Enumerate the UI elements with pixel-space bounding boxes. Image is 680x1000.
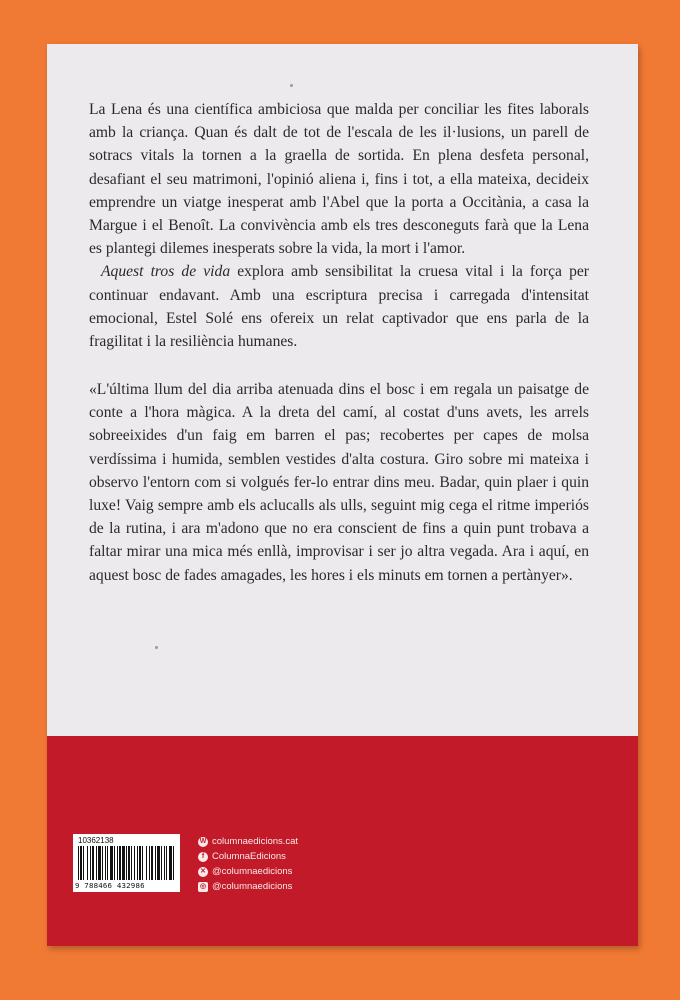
- barcode-bar: [173, 846, 174, 880]
- blurb-paragraph-2: [89, 260, 589, 353]
- social-link-facebook[interactable]: [198, 849, 298, 864]
- book-back-cover: [47, 44, 638, 946]
- social-links: [198, 834, 298, 894]
- barcode-bar: [83, 846, 84, 880]
- social-link-x[interactable]: [198, 864, 298, 879]
- barcode-bar: [80, 846, 82, 880]
- social-link-label: @columnaedicions: [212, 881, 293, 892]
- barcode-bar: [117, 846, 118, 880]
- barcode-bar: [96, 846, 97, 880]
- barcode-bar: [110, 846, 113, 880]
- barcode-bar: [169, 846, 172, 880]
- barcode-bar: [131, 846, 132, 880]
- text-panel: [47, 44, 638, 736]
- barcode-bar: [114, 846, 115, 880]
- instagram-icon: ◎: [199, 882, 207, 890]
- blurb: [89, 98, 589, 353]
- decorative-dot: [155, 646, 158, 649]
- social-link-instagram[interactable]: [198, 879, 298, 894]
- blurb-paragraph-2-text: explora amb sensibilitat la cruesa vital i la força per continuar endavant. Amb una escriptura precisa i carregada d'intensitat emocional, Estel Solé ens ofereix un relat captivador que ens parla de la fragilitat i la resiliència humanes.: [89, 263, 590, 351]
- barcode: [73, 834, 180, 892]
- barcode-bar: [137, 846, 138, 880]
- excerpt-quote: [89, 378, 589, 587]
- barcode-bar: [142, 846, 143, 880]
- barcode-bar: [166, 846, 167, 880]
- barcode-bar: [105, 846, 106, 880]
- barcode-bar: [134, 846, 135, 880]
- barcode-bar: [155, 846, 156, 880]
- publisher-panel: [47, 736, 638, 946]
- social-link-label: columnaedicions.cat: [212, 836, 299, 847]
- barcode-bar: [126, 846, 127, 880]
- barcode-bar: [157, 846, 160, 880]
- barcode-bar: [151, 846, 153, 880]
- barcode-bar: [122, 846, 125, 880]
- barcode-bar: [128, 846, 130, 880]
- barcode-bar: [90, 846, 91, 880]
- book-title: Aquest tros de vida: [101, 263, 231, 281]
- barcode-bars: [78, 846, 175, 880]
- barcode-bar: [107, 846, 108, 880]
- barcode-code: 10362138: [78, 836, 114, 845]
- barcode-bar: [139, 846, 141, 880]
- barcode-bar: [98, 846, 101, 880]
- barcode-bar: [119, 846, 121, 880]
- barcode-bar: [164, 846, 165, 880]
- barcode-bar: [146, 846, 147, 880]
- barcode-bar: [161, 846, 162, 880]
- barcode-bar: [92, 846, 94, 880]
- facebook-icon: f: [198, 852, 208, 862]
- x-icon: ✕: [198, 867, 208, 877]
- social-link-label: @columnaedicions: [212, 866, 293, 877]
- barcode-bar: [102, 846, 103, 880]
- quote-text: «L'última llum del dia arriba atenuada dins el bosc i em regala un paisatge de conte a l'hora màgica. A la dreta del camí, al costat d'uns avets, les arrels sobreeixides d'un faig em barren el pas; recobertes per capes de molsa verdíssima i humida, semblen vestides d'alta costura. Giro sobre mi mateixa i observo l'entorn com si volgués fer-lo entrar dins meu. Badar, quin plaer i quin luxe! Vaig sempre amb els aclucalls als ulls, seguint mig cega el ritme imperiós de la rutina, i ara m'adono que no era conscient de fins a quin punt trobava a faltar mirar una mica més enllà, improvisar i ser jo altra vegada. Ara i aquí, en aquest bosc de fades amagades, les hores i els minuts em tornen a pertànyer».: [89, 381, 589, 584]
- decorative-dot: [290, 84, 293, 87]
- barcode-bar: [87, 846, 88, 880]
- barcode-bar: [78, 846, 79, 880]
- web-icon: W: [199, 837, 207, 845]
- barcode-isbn: 9 788466 432986: [75, 881, 145, 890]
- barcode-bar: [149, 846, 150, 880]
- social-link-web[interactable]: [198, 834, 298, 849]
- blurb-paragraph-1: La Lena és una científica ambiciosa que malda per conciliar les fites laborals amb la criança. Quan és dalt de tot de l'escala de les il·lusions, un parell de sotracs vitals la tornen a la graella de sortida. En plena desfeta personal, desafiant el seu matrimoni, l'opinió aliena i, fins i tot, a ella mateixa, decideix emprendre un viatge inesperat amb l'Abel que la porta a Occitània, a casa la Margue i el Benoît. La convivència amb els tres desconeguts farà que la Lena es plantegi dilemes inesperats sobre la vida, la mort i l'amor.: [89, 101, 589, 258]
- social-link-label: ColumnaEdicions: [212, 851, 286, 862]
